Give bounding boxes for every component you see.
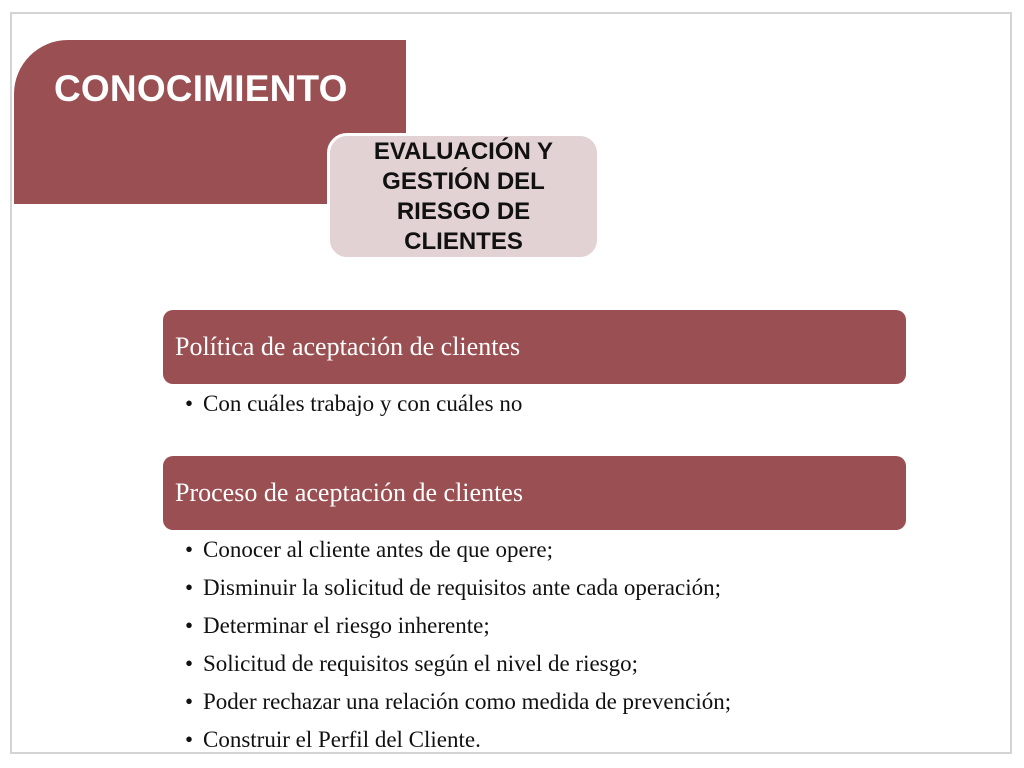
bullet-icon: • [185,651,194,676]
bullet-list-proceso [185,531,731,759]
list-item-text: Construir el Perfil del Cliente. [203,727,481,752]
list-item [185,721,731,759]
bullet-icon: • [185,391,194,416]
list-item [185,645,731,683]
bullet-icon: • [185,537,194,562]
bullet-list-politica [185,385,522,423]
list-item [185,569,731,607]
list-item-text: Conocer al cliente antes de que opere; [203,537,553,562]
list-item [185,531,731,569]
list-item [185,607,731,645]
subtitle-box [327,133,600,260]
bullet-icon: • [185,575,194,600]
list-item [185,683,731,721]
list-item-text: Solicitud de requisitos según el nivel de riesgo; [203,651,639,676]
section-header-politica: Política de aceptación de clientes [163,310,906,384]
list-item-text: Con cuáles trabajo y con cuáles no [203,391,523,416]
section-header-proceso: Proceso de aceptación de clientes [163,456,906,530]
list-item [185,385,522,423]
list-item-text: Disminuir la solicitud de requisitos ante cada operación; [203,575,721,600]
bullet-icon: • [185,613,194,638]
list-item-text: Determinar el riesgo inherente; [203,613,490,638]
bullet-icon: • [185,727,194,752]
slide-title: CONOCIMIENTO [54,68,348,109]
list-item-text: Poder rechazar una relación como medida de prevención; [203,689,732,714]
slide-subtitle: EVALUACIÓN Y GESTIÓN DEL RIESGO DE CLIENTES [373,137,554,255]
bullet-icon: • [185,689,194,714]
